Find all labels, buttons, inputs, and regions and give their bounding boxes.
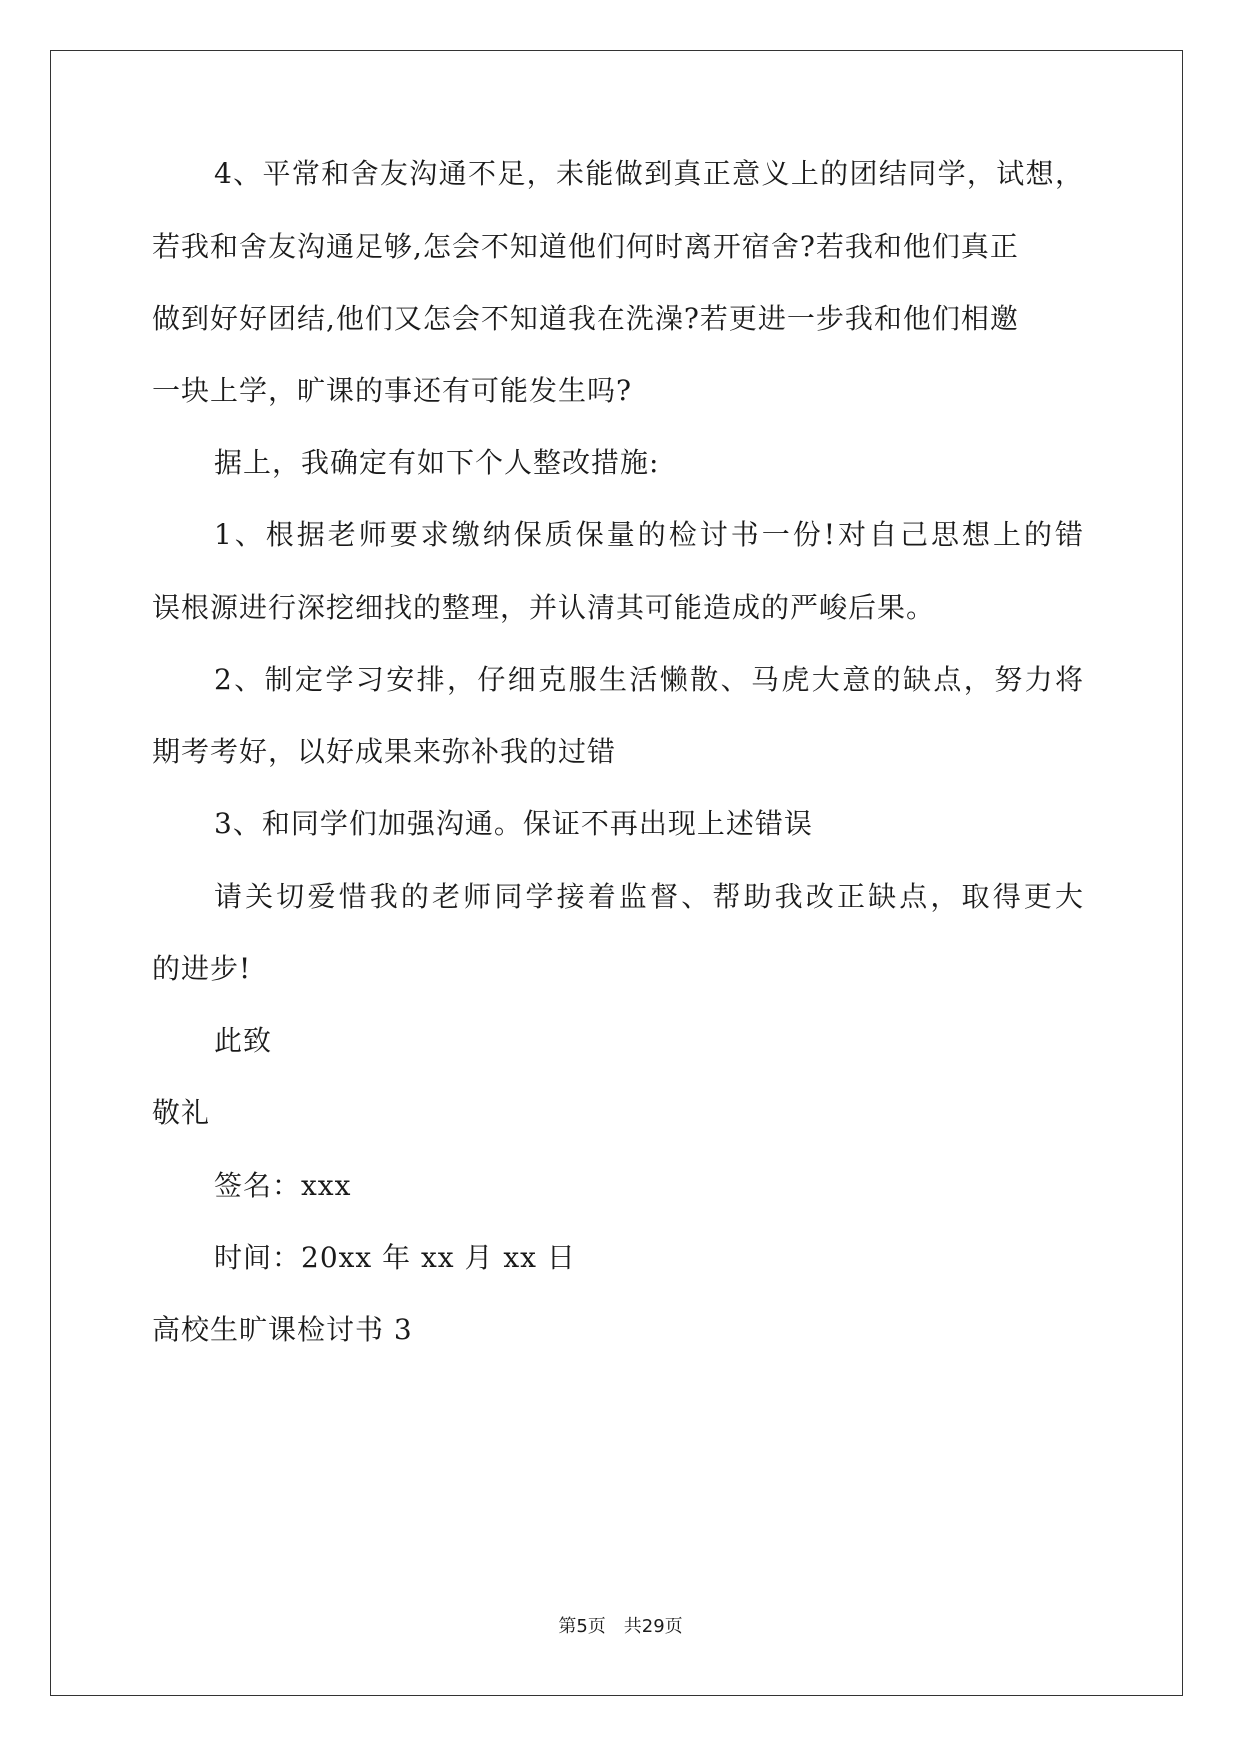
- closing-salutation: 此致: [214, 1024, 273, 1057]
- closing-regards: 敬礼: [152, 1096, 211, 1129]
- section-heading: 高校生旷课检讨书 3: [152, 1313, 413, 1346]
- page-footer: [0, 1615, 1241, 1639]
- total-suffix: 页: [664, 1616, 683, 1637]
- paragraph-line-8: 2、制定学习安排，仔细克服生活懒散、马虎大意的缺点，努力将: [214, 663, 1084, 696]
- paragraph-line-3: 做到好好团结,他们又怎会不知道我在洗澡?若更进一步我和他们相邀: [152, 302, 1019, 335]
- date-line: 时间：20xx 年 xx 月 xx 日: [214, 1241, 576, 1274]
- paragraph-line-6: 1、根据老师要求缴纳保质保量的检讨书一份!对自己思想上的错: [214, 518, 1084, 551]
- page-suffix: 页: [587, 1616, 606, 1637]
- paragraph-line-12: 的进步!: [152, 952, 252, 985]
- paragraph-line-11: 请关切爱惜我的老师同学接着监督、帮助我改正缺点，取得更大: [214, 880, 1084, 913]
- signature-line: 签名：xxx: [214, 1169, 352, 1202]
- paragraph-line-10: 3、和同学们加强沟通。保证不再出现上述错误: [214, 807, 813, 840]
- paragraph-line-4: 一块上学，旷课的事还有可能发生吗?: [152, 374, 633, 407]
- paragraph-line-1: 4、平常和舍友沟通不足，未能做到真正意义上的团结同学，试想，: [214, 157, 1084, 190]
- paragraph-line-7: 误根源进行深挖细找的整理，并认清其可能造成的严峻后果。: [152, 591, 936, 624]
- paragraph-line-2: 若我和舍友沟通足够,怎会不知道他们何时离开宿舍?若我和他们真正: [152, 230, 1019, 263]
- paragraph-line-5: 据上，我确定有如下个人整改措施:: [214, 446, 660, 479]
- page-prefix: 第: [558, 1616, 577, 1637]
- total-pages: 29: [641, 1616, 665, 1637]
- page-number: 5: [576, 1616, 588, 1637]
- paragraph-line-9: 期考考好，以好成果来弥补我的过错: [152, 735, 617, 768]
- total-prefix: 共: [623, 1616, 642, 1637]
- page-border: [50, 50, 1183, 1696]
